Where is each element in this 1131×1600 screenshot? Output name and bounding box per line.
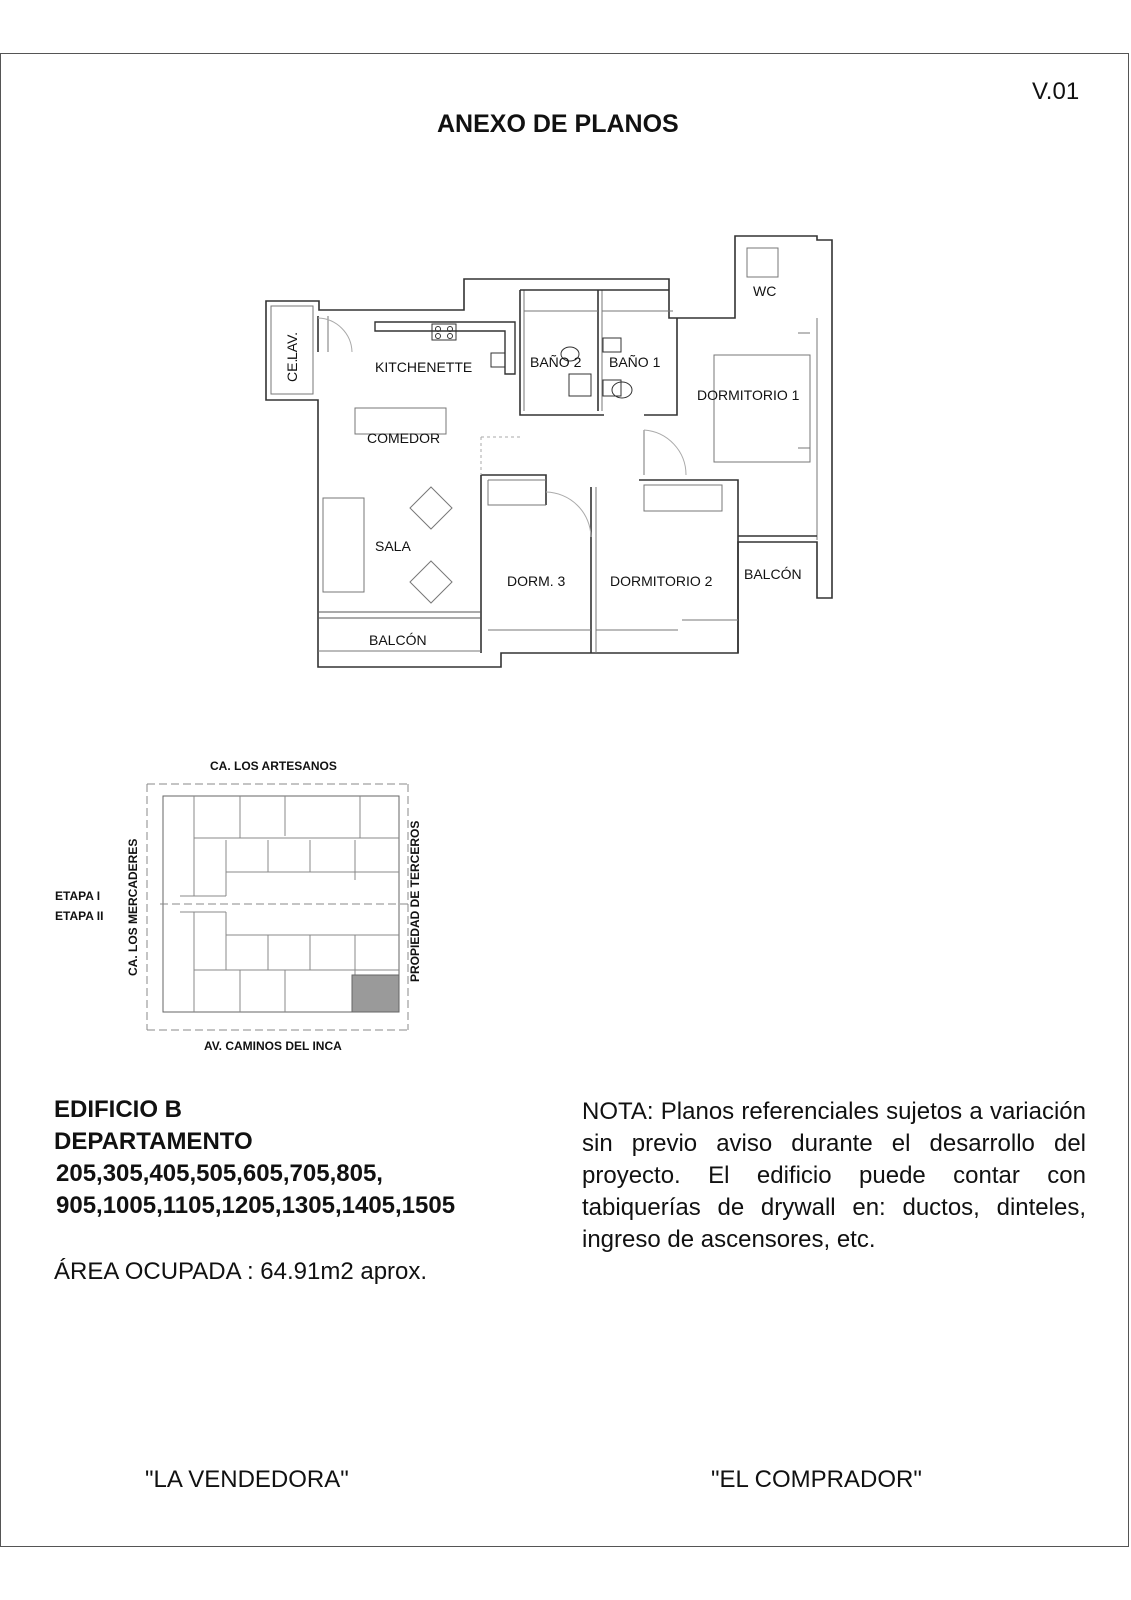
room-sala: SALA	[375, 538, 411, 554]
room-wc: WC	[753, 283, 777, 299]
room-bano-1: BAÑO 1	[609, 354, 661, 370]
etapa-1-label: ETAPA I	[55, 889, 101, 903]
room-comedor: COMEDOR	[367, 430, 441, 446]
page-frame	[0, 53, 1129, 1547]
street-top: CA. LOS ARTESANOS	[210, 759, 337, 773]
room-lav: LAV.	[284, 331, 300, 360]
page-title: ANEXO DE PLANOS	[437, 110, 679, 138]
area-label: ÁREA OCUPADA : 64.91m2 aprox.	[54, 1258, 428, 1285]
units-line-2: 905,1005,1105,1205,1305,1405,1505	[56, 1192, 456, 1219]
edificio-label: EDIFICIO B	[54, 1096, 183, 1123]
room-dormitorio-2: DORMITORIO 2	[610, 573, 713, 589]
units-line-1: 205,305,405,505,605,705,805,	[56, 1160, 383, 1187]
room-dorm-3: DORM. 3	[507, 573, 566, 589]
room-bano-2: BAÑO 2	[530, 354, 582, 370]
buyer-signature: "EL COMPRADOR"	[711, 1466, 922, 1493]
version-label: V.01	[1032, 78, 1080, 105]
room-balcon-right: BALCÓN	[744, 566, 802, 582]
street-bottom: AV. CAMINOS DEL INCA	[204, 1039, 342, 1053]
room-balcon-bottom: BALCÓN	[369, 632, 427, 648]
seller-signature: "LA VENDEDORA"	[145, 1466, 349, 1493]
departamento-label: DEPARTAMENTO	[54, 1128, 253, 1155]
room-dormitorio-1: DORMITORIO 1	[697, 387, 800, 403]
room-kitchenette: KITCHENETTE	[375, 359, 473, 375]
note-text: NOTA: Planos referenciales sujetos a variación sin previo aviso durante el desarrollo del proyecto. El edificio puede contar con tabiquerías de drywall en: ductos, dinteles, ingreso de ascensores, etc.	[582, 1098, 1086, 1253]
street-right: PROPIEDAD DE TERCEROS	[408, 820, 422, 982]
street-left: CA. LOS MERCADERES	[126, 838, 140, 976]
etapa-2-label: ETAPA II	[55, 909, 104, 923]
room-ce: CE.	[284, 358, 300, 382]
